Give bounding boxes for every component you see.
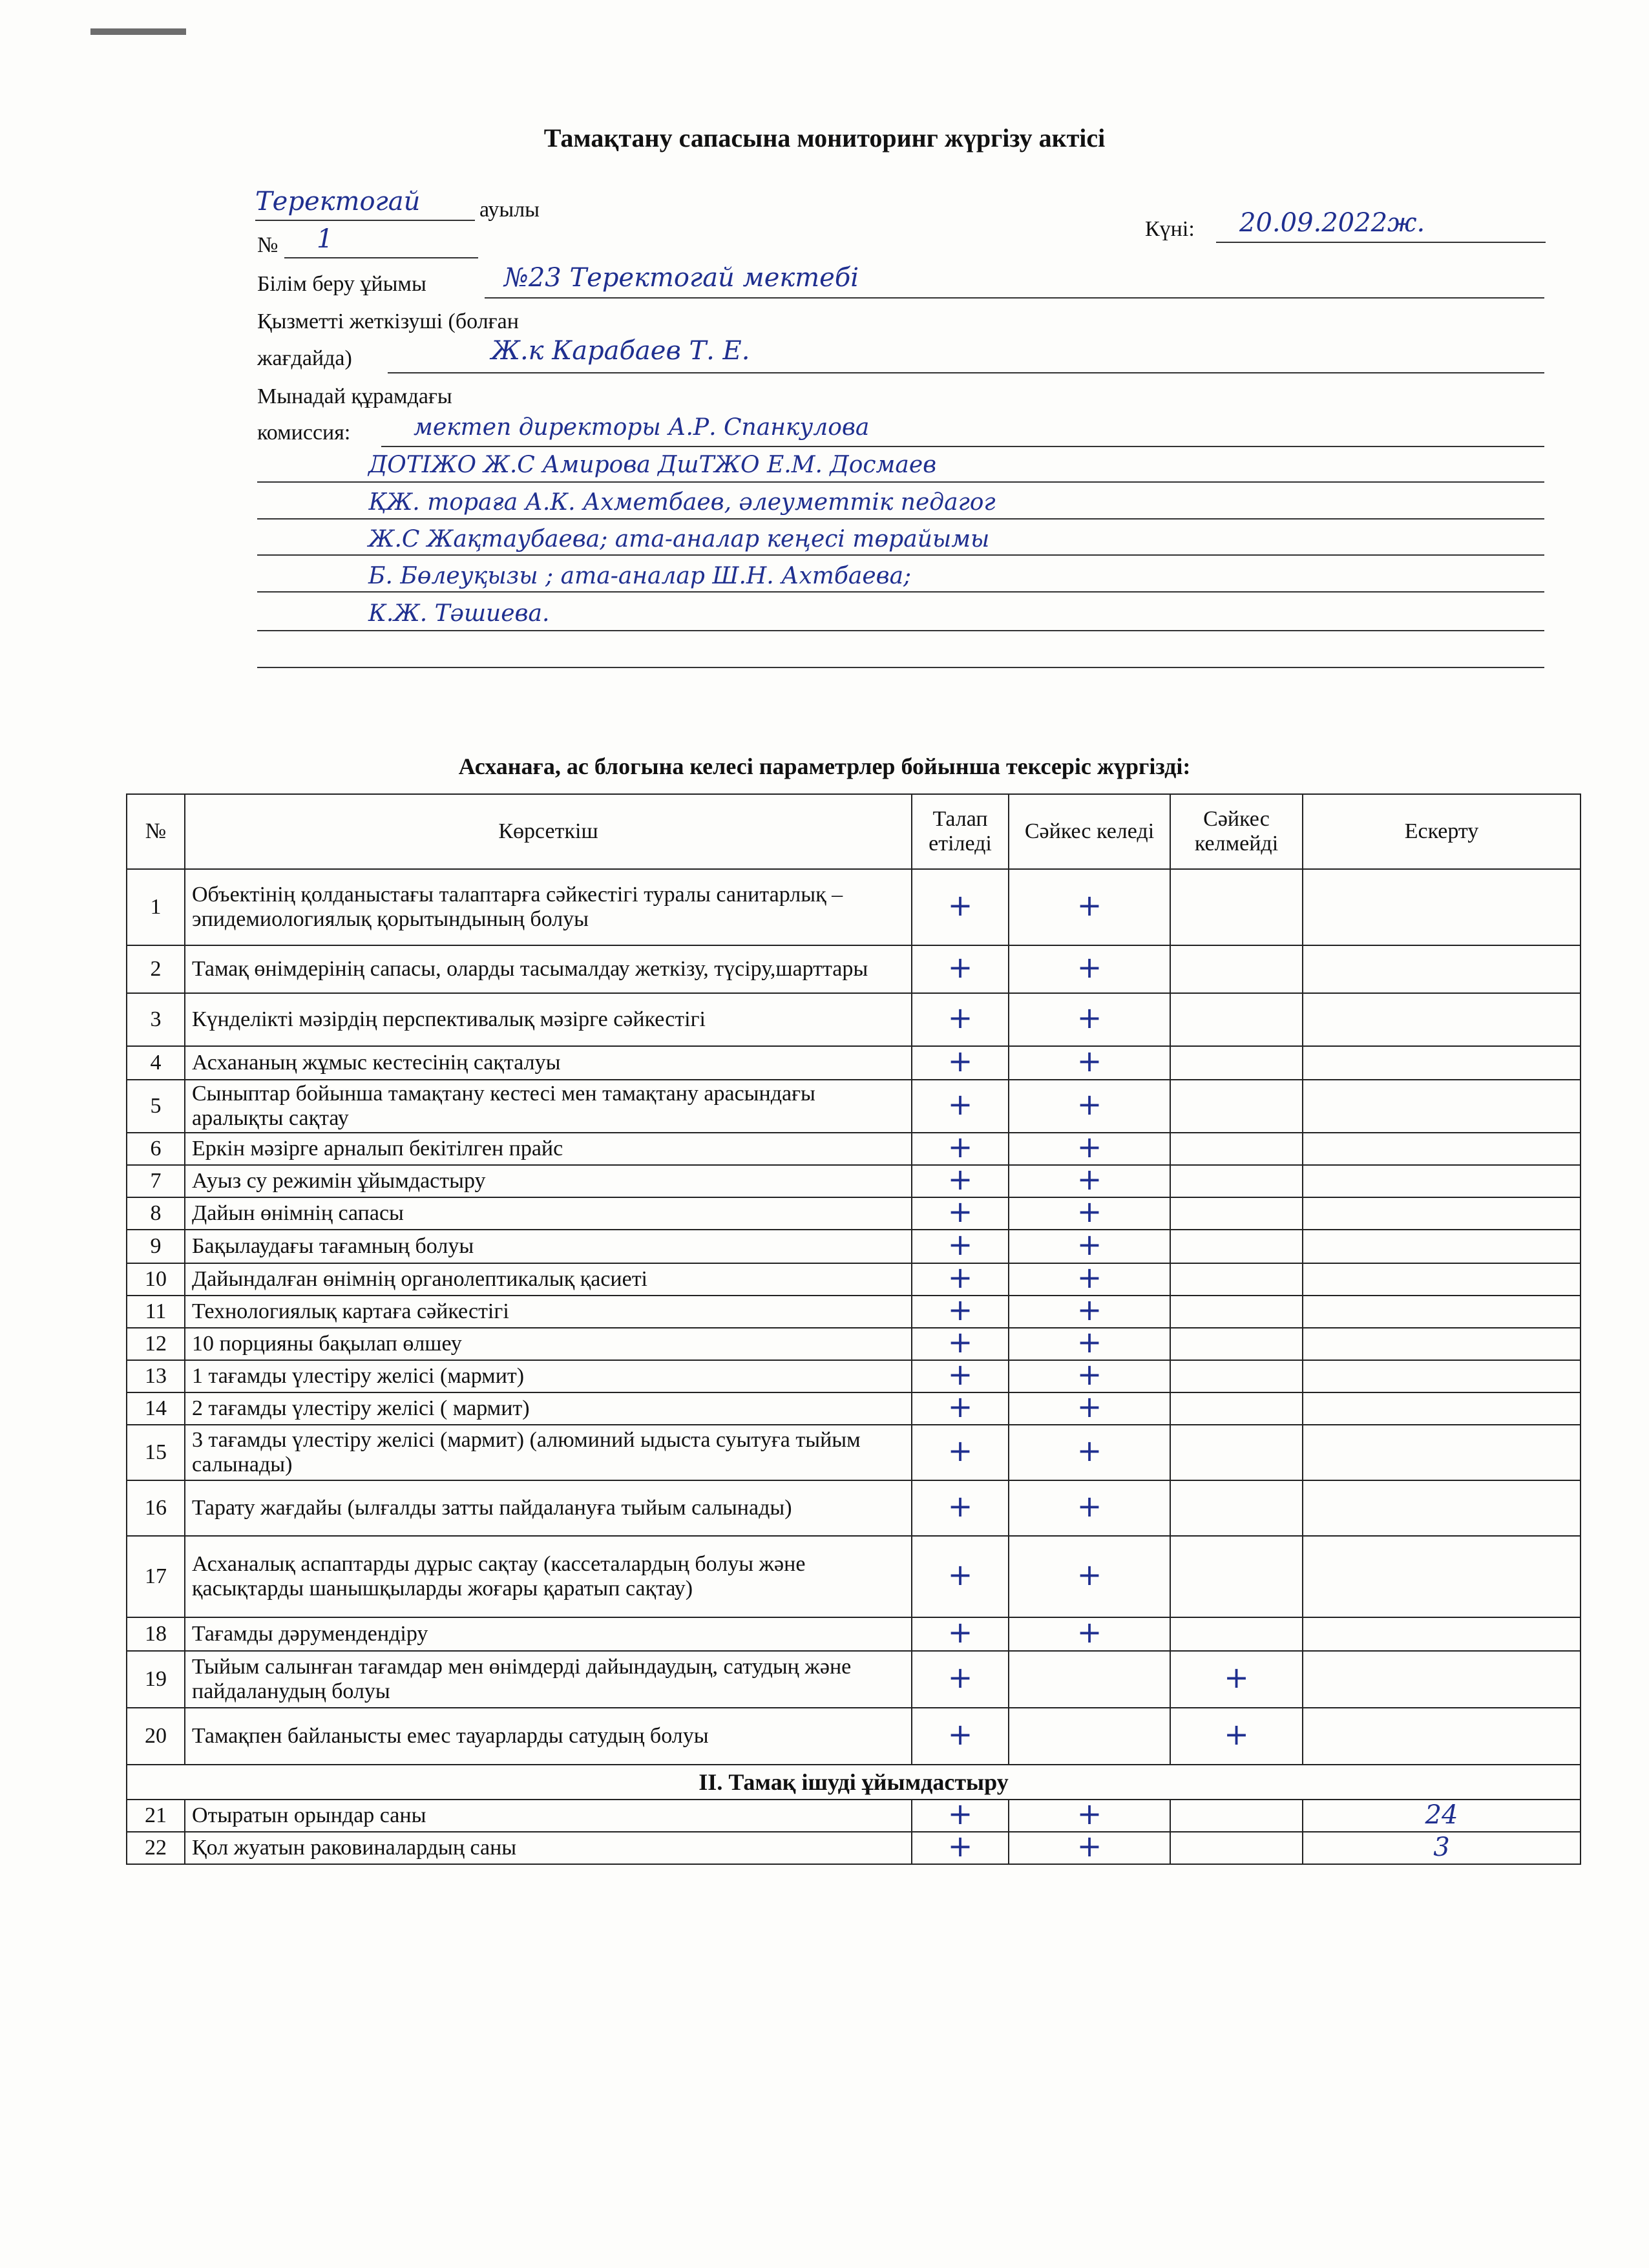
row-indicator: Тыйым салынған тағамдар мен өнімдерді дайындаудың, сатудың және пайдаланудың болуы [185,1651,912,1708]
check-mark: + [1077,1433,1102,1468]
note-cell [1303,1197,1581,1230]
not-matches-cell [1170,1425,1303,1480]
table-row [127,1480,1581,1536]
matches-cell [1009,1357,1170,1392]
row-number: 7 [127,1165,185,1197]
matches-cell [1009,1260,1170,1296]
table-row [127,1832,1581,1864]
commission-rule-1 [381,446,1544,447]
check-mark: + [1077,1129,1102,1164]
row-indicator: 10 порцияны бақылап өлшеу [185,1328,912,1360]
required-cell [912,1260,1009,1296]
row-indicator: Күнделікті мәзірдің перспективалық мәзірге сәйкестігі [185,993,912,1046]
not-matches-cell [1170,1392,1303,1425]
row-number: 18 [127,1617,185,1651]
header-num: № [127,794,185,869]
row-number: 4 [127,1046,185,1080]
table-row [127,1133,1581,1165]
matches-cell [1009,1389,1170,1425]
row-number: 5 [127,1080,185,1133]
commission-line-4: Ж.С Жақтаубаева; ата-аналар кеңесі төрайымы [368,526,990,552]
matches-cell [1009,1162,1170,1197]
row-indicator: Қол жуатын раковиналардың саны [185,1832,912,1864]
row-number: 17 [127,1536,185,1617]
row-number: 15 [127,1425,185,1480]
not-matches-cell [1170,1230,1303,1263]
not-matches-cell [1170,1080,1303,1133]
table-row [127,1360,1581,1392]
table-header-row [127,794,1581,869]
check-mark: + [1077,1227,1102,1262]
not-matches-cell [1170,1651,1303,1708]
row-indicator: Бақылаудағы тағамның болуы [185,1230,912,1263]
header-not-matches: Сәйкес келмейді [1170,794,1303,869]
commission-rule-3 [257,518,1544,520]
commission-line-3: ҚЖ. тораға А.К. Ахметбаев, әлеуметтік педагог [368,489,996,516]
check-mark: + [1077,1557,1102,1592]
not-matches-cell [1170,1536,1303,1617]
row-indicator: Сыныптар бойынша тамақтану кестесі мен тамақтану арасындағы аралықты сақтау [185,1080,912,1133]
check-mark: + [947,1194,973,1229]
check-mark: + [947,1433,973,1468]
note-cell [1303,1263,1581,1296]
required-cell [912,1617,1009,1651]
check-mark: + [947,1044,973,1078]
check-mark: + [1224,1660,1249,1695]
row-number: 9 [127,1230,185,1263]
commission-rule-6 [257,630,1544,631]
row-number: 22 [127,1832,185,1864]
check-mark: + [947,1162,973,1197]
note-value: 24 [1425,1800,1458,1830]
table-row [127,993,1581,1046]
not-matches-cell [1170,1832,1303,1864]
check-mark: + [1077,1000,1102,1035]
note-cell [1303,1617,1581,1651]
matches-cell [1009,1829,1170,1864]
check-mark: + [947,1227,973,1262]
table-row [127,1800,1581,1832]
note-cell [1303,1708,1581,1765]
check-mark: + [947,888,973,923]
row-number: 2 [127,945,185,993]
note-cell [1303,1328,1581,1360]
row-number: 3 [127,993,185,1046]
row-indicator: Дайындалған өнімнің органолептикалық қасиеті [185,1263,912,1296]
required-cell [912,1292,1009,1328]
note-cell [1303,945,1581,993]
table-row [127,1708,1581,1765]
check-mark: + [947,1087,973,1122]
row-indicator: Еркін мәзірге арналып бекітілген прайс [185,1133,912,1165]
required-cell [912,1162,1009,1197]
commission-rule-2 [257,481,1544,483]
row-number: 16 [127,1480,185,1536]
date-label: Күні: [1145,217,1195,241]
supplier-label-2: жағдайда) [257,346,352,370]
check-mark: + [1077,1292,1102,1327]
matches-cell [1009,1796,1170,1832]
matches-cell [1009,1292,1170,1328]
row-number: 8 [127,1197,185,1230]
row-number: 1 [127,869,185,945]
row-indicator: Тарату жағдайы (ылғалды затты пайдалануға тыйым салынады) [185,1480,912,1536]
row-indicator: Тағамды дәрумендендіру [185,1617,912,1651]
commission-line-5: Б. Бөлеуқызы ; ата-аналар Ш.Н. Ахтбаева; [368,563,912,589]
note-cell [1303,1080,1581,1133]
supplier-value: Ж.к Карабаев Т. Е. [491,336,750,366]
note-cell [1303,1165,1581,1197]
check-mark: + [947,1660,973,1695]
required-cell [912,1651,1009,1708]
check-mark: + [1077,1796,1102,1831]
check-mark: + [1077,1615,1102,1650]
commission-rule-4 [257,554,1544,556]
required-cell [912,1425,1009,1480]
note-cell [1303,1046,1581,1080]
required-cell [912,1708,1009,1765]
not-matches-cell [1170,1360,1303,1392]
required-cell [912,1829,1009,1864]
note-cell [1303,1133,1581,1165]
row-number: 19 [127,1651,185,1708]
check-mark: + [1077,1389,1102,1424]
commission-rule-7 [257,667,1544,668]
row-indicator: Тамақ өнімдерінің сапасы, оларды тасымалдау жеткізу, түсіру,шарттары [185,945,912,993]
matches-cell [1009,1194,1170,1230]
required-cell [912,1536,1009,1617]
check-mark: + [1077,1162,1102,1197]
note-cell [1303,1392,1581,1425]
table-row [127,1197,1581,1230]
not-matches-cell [1170,1165,1303,1197]
note-cell [1303,1536,1581,1617]
check-mark: + [947,1389,973,1424]
check-mark: + [947,1325,973,1360]
check-mark: + [947,1717,973,1752]
required-cell [912,1046,1009,1080]
row-number: 6 [127,1133,185,1165]
header-required: Талап етіледі [912,794,1009,869]
row-indicator: Ауыз су режимін ұйымдастыру [185,1165,912,1197]
not-matches-cell [1170,1708,1303,1765]
check-mark: + [1077,1087,1102,1122]
section-heading: Асханаға, ас блогына келесі параметрлер бойынша тексеріс жүргізді: [458,753,1191,779]
check-mark: + [1077,1044,1102,1078]
table-row [127,1263,1581,1296]
org-line [485,297,1544,299]
supplier-label-1: Қызметті жеткізуші (болған [257,310,519,333]
required-cell [912,1129,1009,1165]
village-line [255,220,475,221]
matches-cell [1009,1129,1170,1165]
check-mark: + [1224,1717,1249,1752]
not-matches-cell [1170,1197,1303,1230]
section-row [127,1765,1581,1800]
village-value: Теректогай [255,187,421,216]
check-mark: + [947,1829,973,1864]
required-cell [912,945,1009,993]
supplier-line [388,372,1544,373]
check-mark: + [1077,1325,1102,1360]
row-indicator: Объектінің қолданыстағы талаптарға сәйкестігі туралы санитарлық – эпидемиологиялық қорытындының болуы [185,869,912,945]
not-matches-cell [1170,1263,1303,1296]
table-row [127,1296,1581,1328]
table-row [127,1046,1581,1080]
org-value: №23 Теректогай мектебі [504,263,859,293]
row-number: 13 [127,1360,185,1392]
row-indicator: Отыратын орындар саны [185,1800,912,1832]
check-mark: + [1077,1357,1102,1392]
check-mark: + [947,1129,973,1164]
check-mark: + [1077,950,1102,985]
required-cell [912,869,1009,945]
check-mark: + [947,1489,973,1524]
matches-cell [1009,1617,1170,1651]
check-mark: + [947,1357,973,1392]
section-title: ІІ. Тамақ ішуді ұйымдастыру [127,1765,1581,1800]
row-indicator: Асхананың жұмыс кестесінің сақталуы [185,1046,912,1080]
number-label: № [257,233,278,257]
note-cell [1303,1230,1581,1263]
note-cell [1303,1800,1581,1832]
note-cell [1303,1480,1581,1536]
required-cell [912,1080,1009,1133]
required-cell [912,1227,1009,1263]
matches-cell [1009,993,1170,1046]
check-mark: + [1077,1260,1102,1295]
village-label: ауылы [479,198,540,222]
matches-cell [1009,1480,1170,1536]
commission-line-2: ДОТІЖО Ж.С Амирова ДшТЖО Е.М. Досмаев [368,452,937,478]
table-row [127,1536,1581,1617]
matches-cell [1009,1080,1170,1133]
row-number: 12 [127,1328,185,1360]
note-cell [1303,869,1581,945]
row-number: 10 [127,1263,185,1296]
check-mark: + [1077,1489,1102,1524]
table-row [127,1328,1581,1360]
row-indicator: 2 тағамды үлестіру желісі ( мармит) [185,1392,912,1425]
matches-cell [1009,1536,1170,1617]
check-mark: + [1077,1829,1102,1864]
check-mark: + [947,1292,973,1327]
table-row [127,1392,1581,1425]
row-indicator: Технологиялық картаға сәйкестігі [185,1296,912,1328]
number-line [284,257,478,258]
row-number: 14 [127,1392,185,1425]
not-matches-cell [1170,993,1303,1046]
note-cell [1303,993,1581,1046]
not-matches-cell [1170,945,1303,993]
not-matches-cell [1170,1480,1303,1536]
date-value: 20.09.2022ж. [1239,208,1425,238]
org-label: Білім беру ұйымы [257,272,426,296]
matches-cell [1009,1227,1170,1263]
number-value: 1 [317,224,333,254]
table-body [127,869,1581,1864]
required-cell [912,1389,1009,1425]
table-row [127,1165,1581,1197]
commission-label-2: комиссия: [257,421,351,445]
required-cell [912,1480,1009,1536]
row-indicator: 1 тағамды үлестіру желісі (мармит) [185,1360,912,1392]
table-row [127,1651,1581,1708]
check-mark: + [1077,888,1102,923]
note-cell [1303,1651,1581,1708]
matches-cell [1009,869,1170,945]
table-row [127,1230,1581,1263]
row-indicator: Асханалық аспаптарды дұрыс сақтау (кассеталардың болуы және қасықтарды шанышқыларды жоғары қаратып сақтау) [185,1536,912,1617]
not-matches-cell [1170,1800,1303,1832]
row-number: 20 [127,1708,185,1765]
not-matches-cell [1170,1296,1303,1328]
commission-label-1: Мынадай құрамдағы [257,384,452,408]
document-title: Тамақтану сапасына мониторинг жүргізу актісі [543,123,1106,152]
table-row [127,1080,1581,1133]
commission-line-6: К.Ж. Тәшиева. [368,600,550,627]
table-row [127,945,1581,993]
table-row [127,1617,1581,1651]
not-matches-cell [1170,1617,1303,1651]
required-cell [912,1357,1009,1392]
header-indicator: Көрсеткіш [185,794,912,869]
matches-cell [1009,1325,1170,1360]
note-cell [1303,1832,1581,1864]
check-mark: + [947,1796,973,1831]
required-cell [912,993,1009,1046]
header-matches: Сәйкес келеді [1009,794,1170,869]
matches-cell [1009,1651,1170,1708]
row-number: 21 [127,1800,185,1832]
not-matches-cell [1170,1328,1303,1360]
not-matches-cell [1170,1046,1303,1080]
table-row [127,869,1581,945]
matches-cell [1009,1708,1170,1765]
row-indicator: 3 тағамды үлестіру желісі (мармит) (алюминий ыдыста суытуға тыйым салынады) [185,1425,912,1480]
inspection-table [126,793,1581,1865]
row-indicator: Тамақпен байланысты емес тауарларды сатудың болуы [185,1708,912,1765]
table-row [127,1425,1581,1480]
date-line [1216,242,1546,243]
matches-cell [1009,1425,1170,1480]
note-cell [1303,1425,1581,1480]
row-number: 11 [127,1296,185,1328]
row-indicator: Дайын өнімнің сапасы [185,1197,912,1230]
required-cell [912,1194,1009,1230]
check-mark: + [947,1615,973,1650]
not-matches-cell [1170,1133,1303,1165]
check-mark: + [947,1260,973,1295]
matches-cell [1009,1046,1170,1080]
header-note: Ескерту [1303,794,1581,869]
matches-cell [1009,945,1170,993]
check-mark: + [947,1000,973,1035]
scan-artifact [90,28,186,35]
check-mark: + [947,950,973,985]
check-mark: + [947,1557,973,1592]
commission-line-1: мектеп директоры А.Р. Спанкулова [414,414,870,441]
note-cell [1303,1360,1581,1392]
commission-rule-5 [257,591,1544,593]
note-cell [1303,1296,1581,1328]
note-value: 3 [1433,1832,1450,1862]
not-matches-cell [1170,869,1303,945]
required-cell [912,1796,1009,1832]
required-cell [912,1325,1009,1360]
check-mark: + [1077,1194,1102,1229]
